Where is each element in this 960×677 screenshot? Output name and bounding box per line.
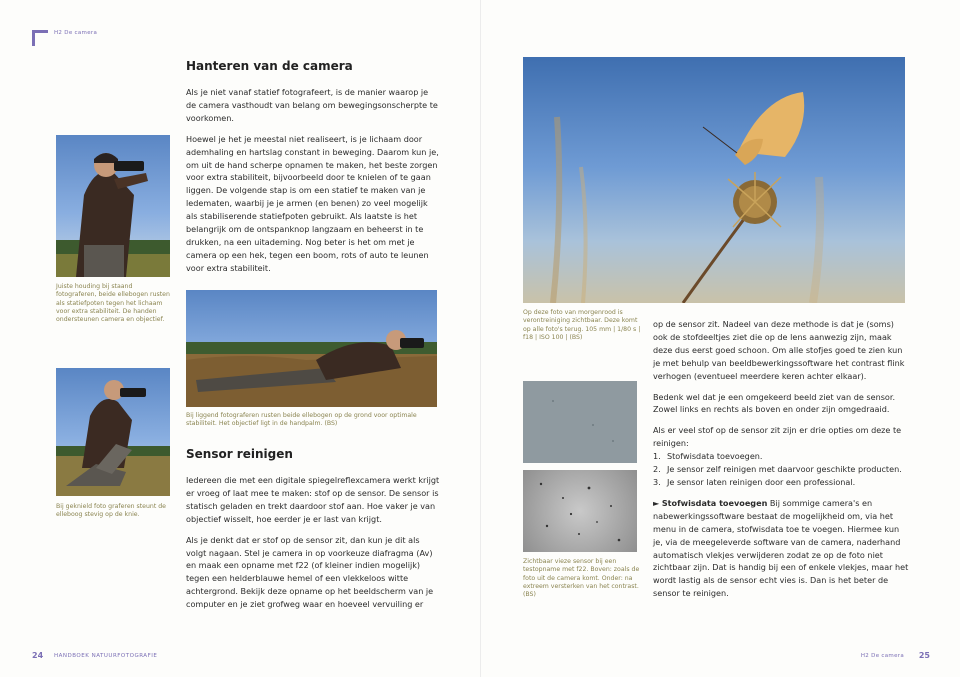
photo-standing xyxy=(56,135,170,277)
left-page-number: 24 xyxy=(32,651,44,660)
caption-standing: Juiste houding bij staand fotograferen, beide ellebogen rusten als statiefpoten tegen het lichaam voor extra stabiliteit. De handen ondersteunen camera en objectief. xyxy=(56,283,170,324)
section-handling-body xyxy=(186,86,440,283)
paragraph: Hoewel je het je meestal niet realiseert, is je lichaam door ademhaling en hartslag constant in beweging. Daarom kun je, om uit de hand scherpe opnamen te maken, het beste zorgen voor extra stabiliteit, bijvoorbeeld door te knielen of te gaan liggen. De volgende stap is om een statief te maken van je ledematen, waarbij je je armen (en benen) zo veel mogelijk als stabiliserende statiefpoten gebruikt. Als laatste is het belangrijk om de ontspanknop langzaam en beheerst in te drukken, na een uitademing. Nog beter is het om met je camera op een hek, tegen een boom, rots of auto te leunen voor extra stabiliteit. xyxy=(186,133,439,273)
right-page xyxy=(480,0,960,677)
photo-sensor-original xyxy=(523,381,637,463)
paragraph: Als je denkt dat er stof op de sensor zit, dan kun je dit als volgt nagaan. Stel je camera in op voorkeuze diafragma (Av) en maak een opname met f22 (of kleiner indien mogelijk) tegen een helderblauwe hemel of een vlekkeloos witte achtergrond. Bekijk deze opname op het beeldscherm van je computer en je ziet grofweg waar en hoeveel vervuiling er xyxy=(186,534,434,610)
photo-butterfly-art xyxy=(523,57,905,303)
photo-sensor-original-art xyxy=(523,381,637,463)
heading-handling-camera: Hanteren van de camera xyxy=(186,59,353,73)
section-sensor-body xyxy=(186,474,440,619)
corner-mark xyxy=(32,30,48,46)
photo-standing-art xyxy=(56,135,170,277)
photo-lying-art xyxy=(186,290,437,407)
runin-title: Stofwisdata toevoegen xyxy=(661,497,768,508)
paragraph: op de sensor zit. Nadeel van deze methode is dat je (soms) ook de stofdeeltjes ziet die op de lens aanwezig zijn, maak deze dus eerst goed schoon. Om alle stofjes goed te zien kun je met behulp van beeldbewerkingssoftware het contrast flink verhogen (eventueel meerdere keren achter elkaar). xyxy=(653,319,905,381)
runin-marker: ► xyxy=(653,497,660,508)
paragraph: Als je niet vanaf statief fotografeert, is de manier waarop je de camera vasthoudt van belang om bewegingsonscherpte te voorkomen. xyxy=(186,87,438,123)
photo-lying xyxy=(186,290,437,407)
paragraph: Als er veel stof op de sensor zit zijn er drie opties om deze te reinigen: xyxy=(653,425,902,449)
left-running-head: H2 De camera xyxy=(54,30,98,36)
list-item: 2. Je sensor zelf reinigen met daarvoor geschikte producten. xyxy=(653,464,902,475)
runin-body: Bij sommige camera's en nabewerkingssoftware bestaat de mogelijkheid om, via het menu in de camera, stofwisdata toe te voegen. Hiermee kun je, via de meegeleverde software van de camera, naderhand automatisch vlekjes verwijderen zodat ze op de foto niet zichtbaar zijn. Dat is handig bij een of enkele vlekjes, maar het wordt lastig als de sensor echt vies is. Dan is het beter de sensor te reinigen. xyxy=(653,497,909,599)
photo-kneeling-art xyxy=(56,368,170,496)
photo-butterfly xyxy=(523,57,905,303)
caption-butterfly: Op deze foto van morgenrood is verontreiniging zichtbaar. Deze komt op alle foto's terug. 105 mm | 1/80 s | f18 | ISO 100 | (BS) xyxy=(523,309,641,341)
right-column-body xyxy=(653,318,909,608)
right-running-head: H2 De camera xyxy=(860,653,904,659)
paragraph: Iedereen die met een digitale spiegelreflexcamera werkt krijgt er vroeg of laat mee te maken: stof op de sensor. De sensor is statisch geladen en trekt daardoor stof aan. Hoe vaker je van objectief wisselt, hoe eerder je er last van krijgt. xyxy=(186,475,440,524)
list-item: 3. Je sensor laten reinigen door een professional. xyxy=(653,476,856,487)
list-item: 1. Stofwisdata toevoegen. xyxy=(653,451,763,462)
heading-sensor-cleaning: Sensor reinigen xyxy=(186,447,293,461)
book-title: HANDBOEK NATUURFOTOGRAFIE xyxy=(54,653,158,659)
cleaning-options-list xyxy=(653,450,909,489)
photo-sensor-contrast xyxy=(523,470,637,552)
photo-sensor-contrast-art xyxy=(523,470,637,552)
paragraph: Bedenk wel dat je een omgekeerd beeld ziet van de sensor. Zowel links en rechts als boven en onder zijn omgedraaid. xyxy=(653,391,896,415)
caption-lying: Bij liggend fotograferen rusten beide ellebogen op de grond voor optimale stabiliteit. Het objectief ligt in de handpalm. (BS) xyxy=(186,412,417,428)
runin-paragraph xyxy=(653,497,909,600)
caption-sensor: Zichtbaar vieze sensor bij een testopname met f22. Boven: zoals de foto uit de camera komt. Onder: na extreem versterken van het contrast. (BS) xyxy=(523,558,640,599)
right-page-number: 25 xyxy=(918,651,930,660)
caption-kneeling: Bij geknield foto graferen steunt de elleboog stevig op de knie. xyxy=(56,503,166,519)
photo-kneeling xyxy=(56,368,170,496)
